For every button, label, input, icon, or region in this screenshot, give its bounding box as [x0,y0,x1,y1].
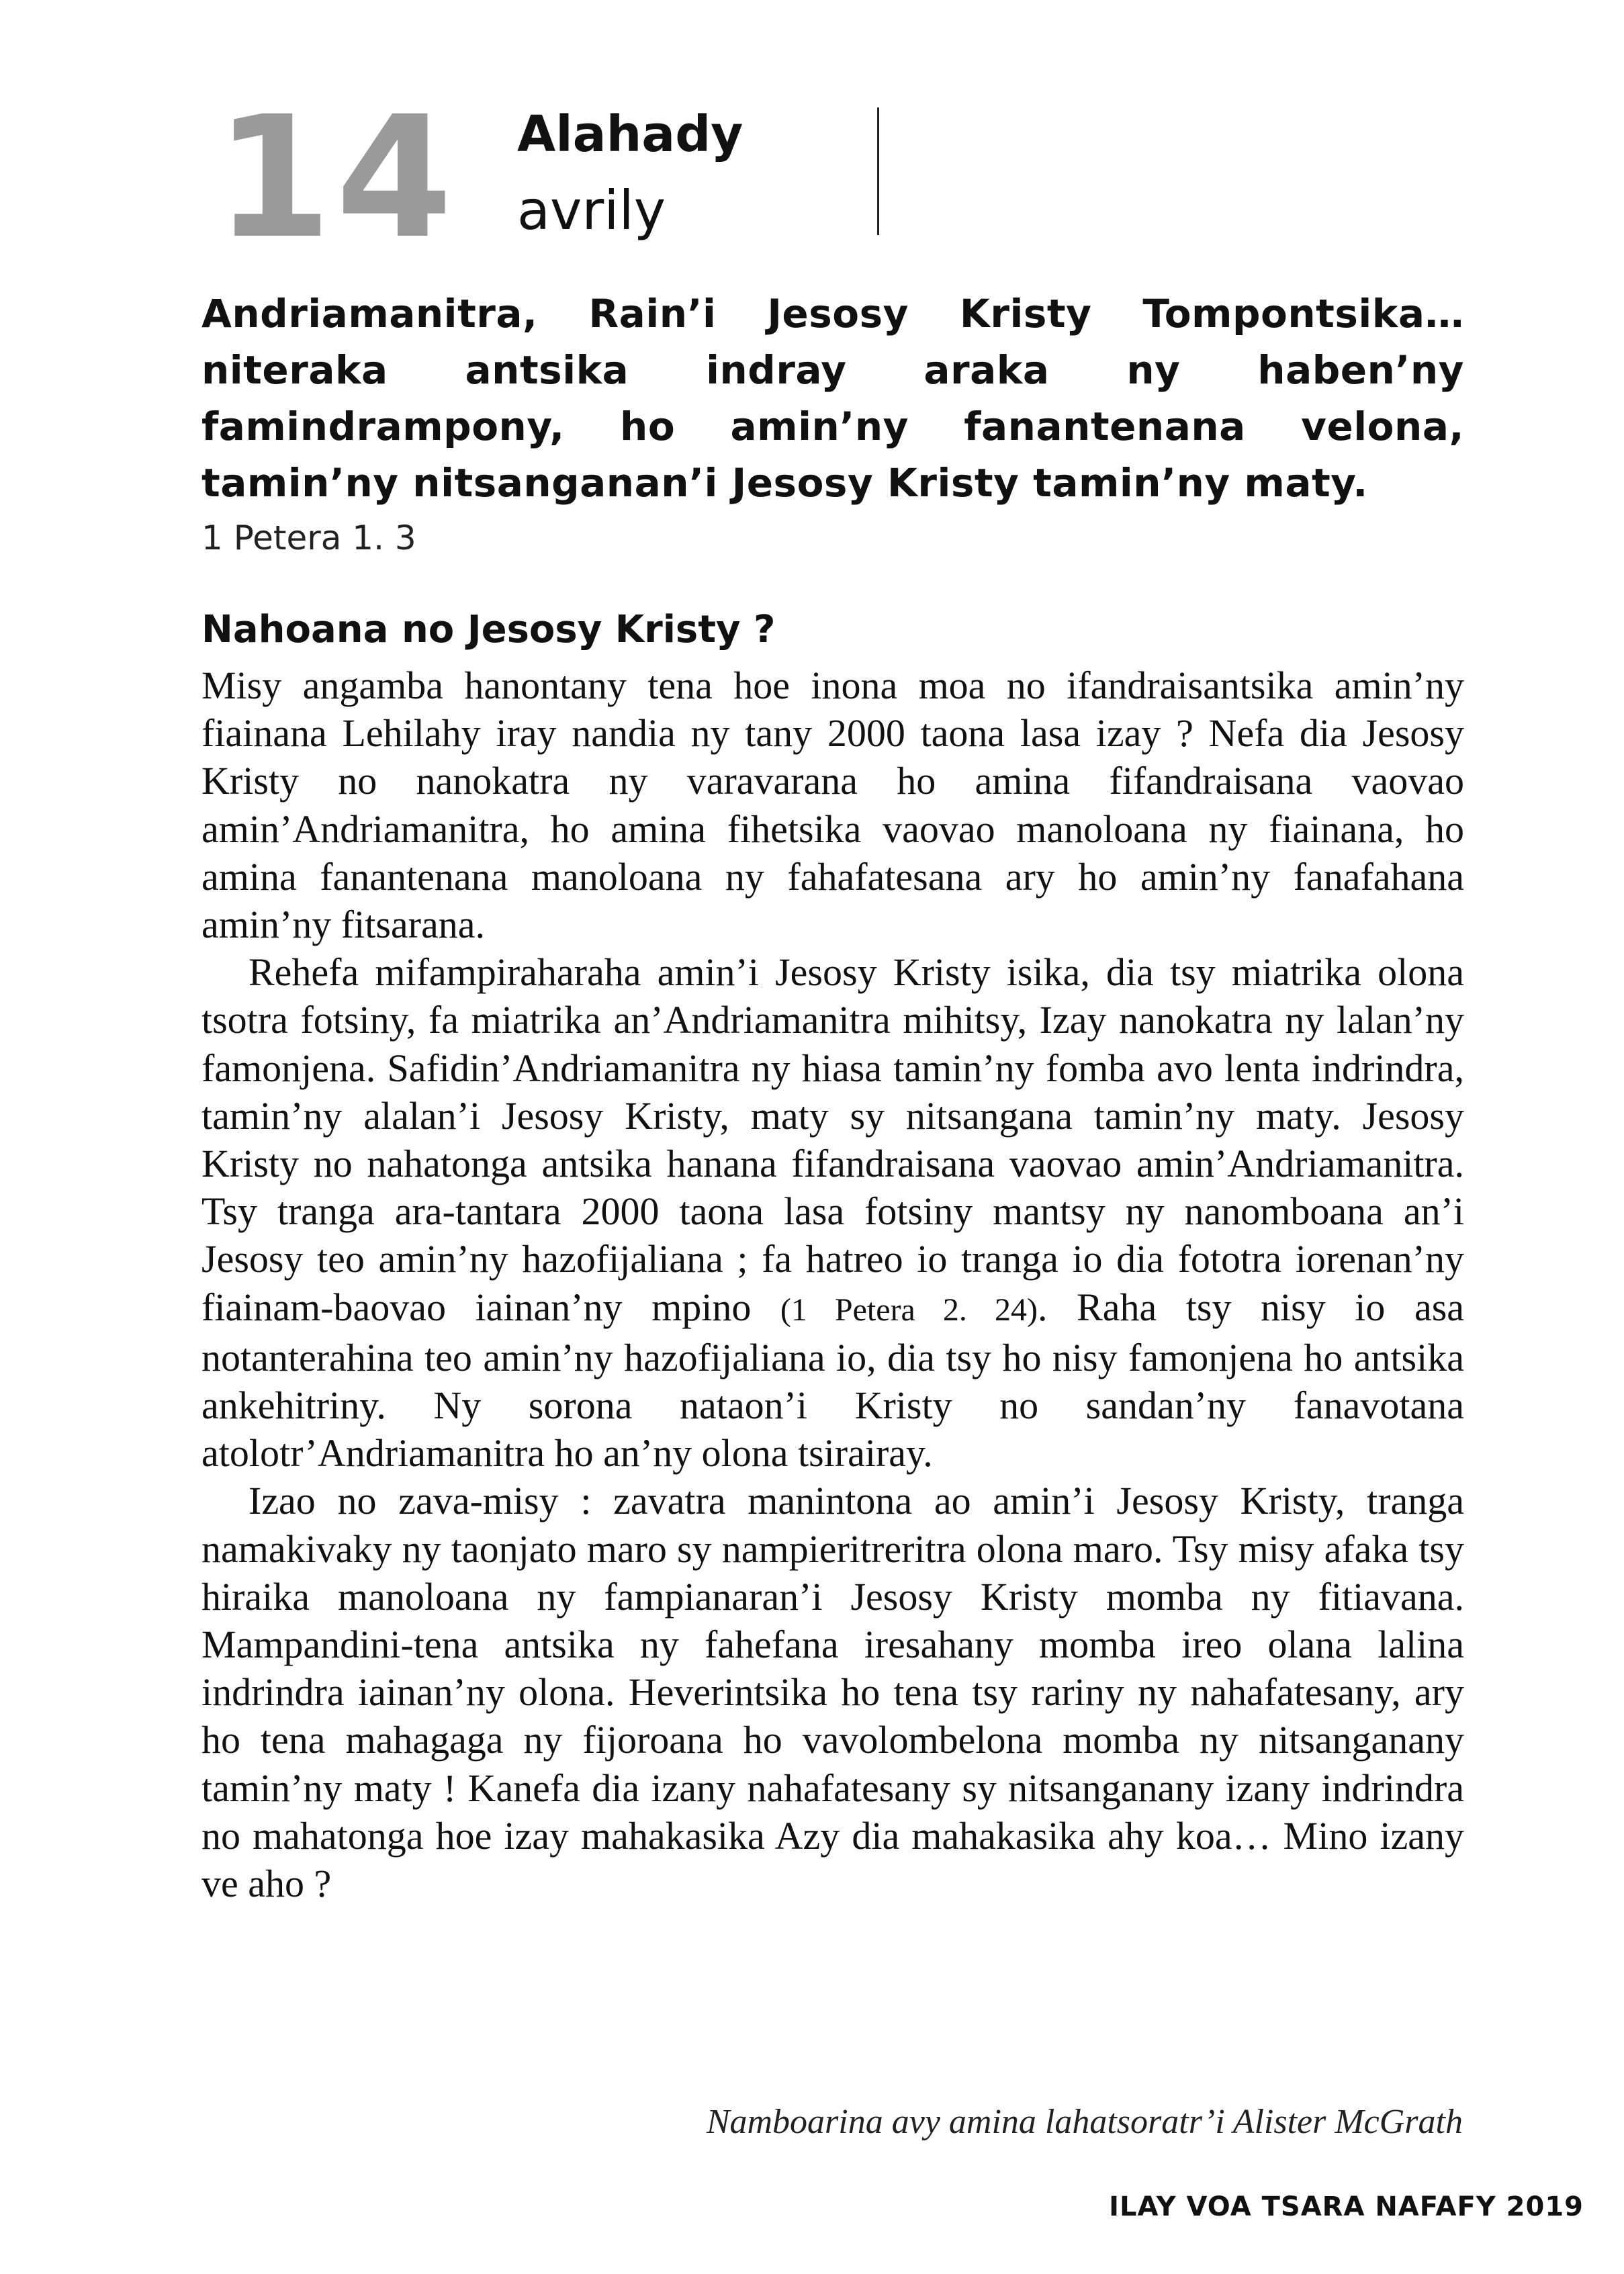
inline-scripture-reference: (1 Petera 2. 24) [780,1291,1038,1328]
article-paragraph-1: Misy angamba hanontany tena hoe inona moa no ifandraisantsika amin’ny fiainana Lehilahy iray nandia ny tany 2000 taona lasa izay ? Nefa dia Jesosy Kristy no nanokatra ny varavarana ho amina fifandraisana vaovao amin’Andriamanitra, ho amina fihetsika vaovao manoloana ny fiainana, ho amina fanantenana manoloana ny fahafatesana ary ho amin’ny fanafahana amin’ny fitsarana. [201,664,1464,947]
article-body [201,662,1464,1907]
month-label: avrily [517,179,666,242]
article-title: Nahoana no Jesosy Kristy ? [201,608,776,651]
header-divider [877,107,879,235]
article-paragraph-3: Izao no zava-misy : zavatra manintona ao amin’i Jesosy Kristy, tranga namakivaky ny taonjato maro sy nampieritreritra olona maro. Tsy misy afaka tsy hiraika manoloana ny fampianaran’i Jesosy Kristy momba ny fitiavana. Mampandini-tena antsika ny fahefana iresahany momba ireo olana lalina indrindra iainan’ny olona. Heverintsika ho tena tsy rariny ny nahafatesany, ary ho tena mahagaga ny fijoroana ho vavolombelona momba ny nitsanganany tamin’ny maty ! Kanefa dia izany nahafatesany sy nitsanganany izany indrindra no mahatonga hoe izay mahakasika Azy dia mahakasika ahy koa… Mino izany ve aho ? [201,1479,1464,1906]
verse-reference: 1 Petera 1. 3 [201,518,416,557]
attribution: Namboarina avy amina lahatsoratr’i Alister McGrath [706,2103,1463,2141]
paragraph-2-text-end: . Raha tsy nisy io asa notanterahina teo amin’ny hazofijaliana io, dia tsy ho nisy famonjena ho antsika ankehitriny. Ny sorona nataon’i Kristy no sandan’ny fanavotana atolotr’Andriamanitra ho an’ny olona tsirairay. [201,1285,1465,1475]
paragraph-2-text: Rehefa mifampiraharaha amin’i Jesosy Kristy isika, dia tsy miatrika olona tsotra fotsiny, fa miatrika an’Andriamanitra mihitsy, Izay nanokatra ny lalan’ny famonjena. Safidin’Andriamanitra ny hiasa tamin’ny fomba avo lenta indrindra, tamin’ny alalan’i Jesosy Kristy, maty sy nitsangana tamin’ny maty. Jesosy Kristy no nahatonga antsika hanana fifandraisana vaovao amin’Andriamanitra. Tsy tranga ara-tantara 2000 taona lasa fotsiny mantsy ny nanomboana an’i Jesosy teo amin’ny hazofijaliana ; fa hatreo io tranga io dia fototra iorenan’ny fiainam-baovao iainan’ny mpino [201,950,1464,1329]
weekday-label: Alahady [517,105,743,163]
bible-verse: Andriamanitra, Rain’i Jesosy Kristy Tompontsika… niteraka antsika indray araka ny haben’ny famindrampony, ho amin’ny fanantenana velona, tamin’ny nitsanganan’i Jesosy Kristy tamin’ny maty. [201,291,1464,506]
article-paragraph-2 [201,948,1464,1477]
day-number: 14 [215,80,457,275]
footer-title: ILAY VOA TSARA NAFAFY 2019 [1109,2191,1584,2222]
